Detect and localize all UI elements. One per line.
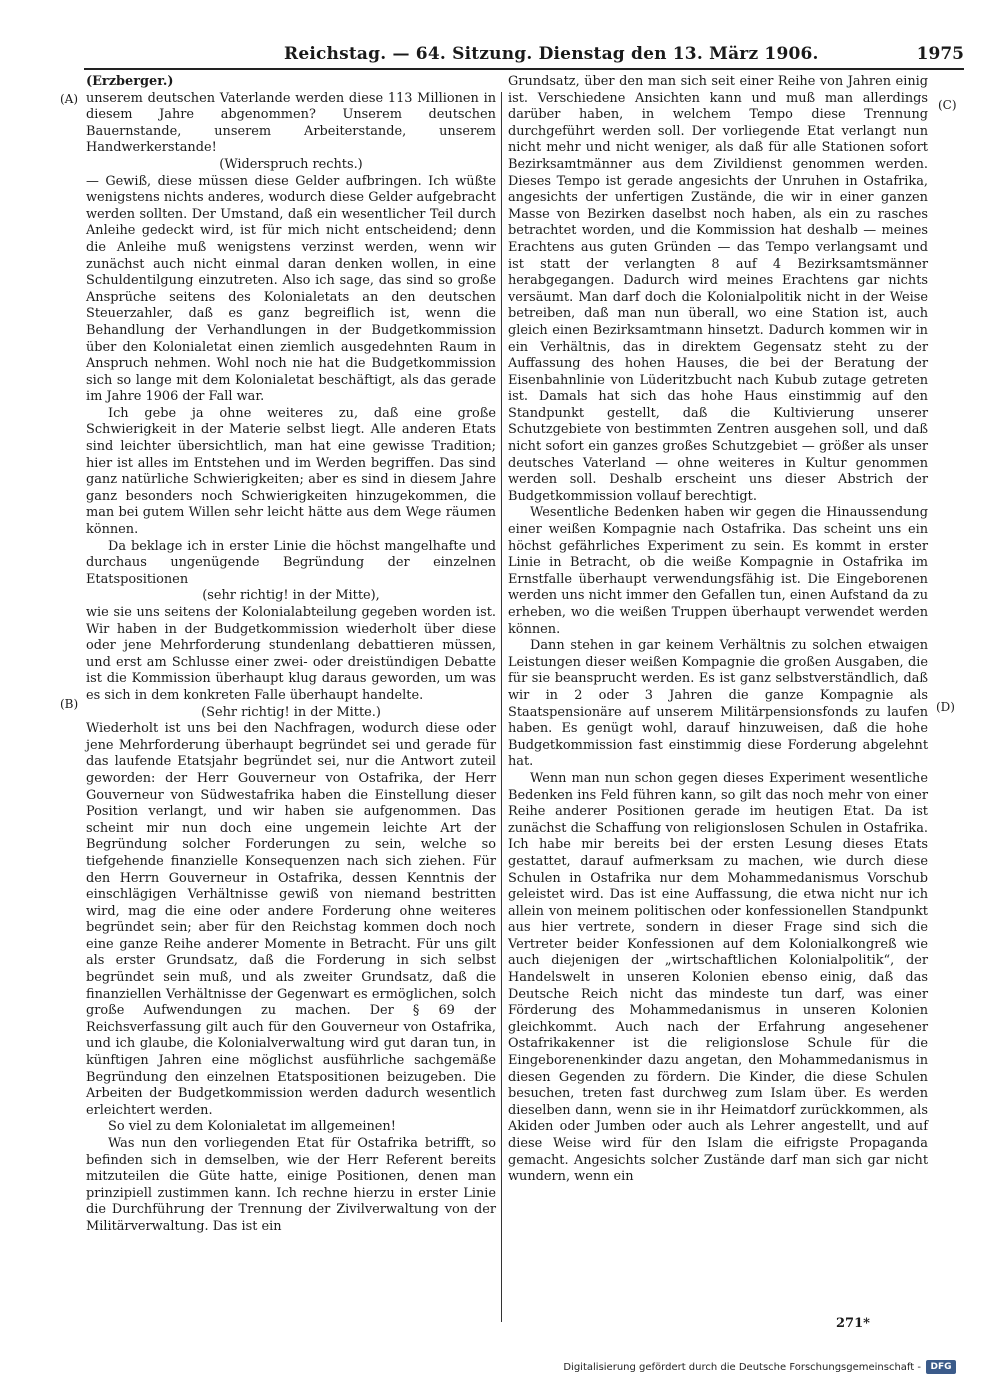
paragraph: Wiederholt ist uns bei den Nachfragen, wodurch diese oder jene Mehrforderung überhaupt begründet sei und gerade für das laufende Etatsjahr begründet sei, nur die Antwort zuteil geworden: der Herr Gouverneur von Ostafrika, der Herr Gouverneur von Südwestafrika haben die Einstellung dieser Position verlangt, und wir haben sie aufgenommen. Das scheint mir nun doch eine ungemein leichte Art der Begründung solcher Forderungen zu sein, welche so tiefgehende finanzielle Konsequenzen nach sich ziehen. Für den Herrn Gouverneur in Ostafrika, dessen Kenntnis der einschlägigen Verhältnisse gewiß von niemand bestritten wird, mag die eine oder andere Forderung ohne weiteres begründet sein; aber für den Reichstag kommen doch noch eine ganze Reihe anderer Momente in Betracht. Für uns gilt als erster Grundsatz, daß die Forderung in sich selbst begründet sein muß, und als zweiter Grundsatz, daß die finanziellen Verhältnisse der Gegenwart es ermöglichen, solch große Aufwendungen zu machen. Der § 69 der Reichsverfassung gilt auch für den Gouverneur von Ostafrika, und ich glaube, die Kolonialverwaltung wird gut daran tun, in künftigen Jahren eine möglichst ausführliche sachgemäße Begründung den einzelnen Etatspositionen beizugeben. Die Arbeiten der Budgetkommission werden dadurch wesentlich erleichtert werden. (86, 721, 496, 1118)
paragraph: Was nun den vorliegenden Etat für Ostafrika betrifft, so befinden sich in demselben, wie der Herr Referent bereits mitzuteilen die Güte hatte, einige Positionen, denen man prinzipiell zustimmen kann. Ich rechne hierzu in erster Linie die Durchführung der Trennung der Zivilverwaltung von der Militärverwaltung. Das ist ein (86, 1136, 496, 1234)
digitization-credit (563, 1360, 956, 1374)
paragraph: Dann stehen in gar keinem Verhältnis zu solchen etwaigen Leistungen dieser weißen Kompagnie die großen Ausgaben, die für sie beansprucht werden. Es ist ganz selbstverständlich, daß wir in 2 oder 3 Jahren die ganze Kompagnie als Staatspensionäre auf unserem Militärpensionsfonds zu laufen haben. Es genügt wohl, darauf hinzuweisen, daß die hohe Budgetkommission fast einstimmig diese Forderung abgelehnt hat. (508, 638, 928, 770)
paragraph: wie sie uns seitens der Kolonialabteilung gegeben worden ist. Wir haben in der Budgetkommission wiederholt über diese oder jene Mehrforderung stundenlang debattieren müssen, und erst am Schlusse einer zwei- oder dreistündigen Debatte ist die Kommission überhaupt klug daraus geworden, um was es sich in dem konkreten Falle überhaupt handelte. (86, 605, 496, 703)
left-column (86, 74, 496, 1236)
margin-marker-d: (D) (936, 700, 955, 714)
header-title: Reichstag. — 64. Sitzung. Dienstag den 13. März 1906. (284, 44, 819, 64)
paragraph: Da beklage ich in erster Linie die höchst mangelhafte und durchaus ungenügende Begründung der einzelnen Etatspositionen (86, 538, 496, 587)
sheet-number: 271* (836, 1316, 870, 1331)
paragraph: Wenn man nun schon gegen dieses Experiment wesentliche Bedenken ins Feld führen kann, so gilt das noch mehr von einer Reihe anderer Positionen gerade im heutigen Etat. Da ist zunächst die Schaffung von religionslosen Schulen in Ostafrika. Ich habe mir bereits bei der ersten Lesung dieses Etats gestattet, darauf aufmerksam zu machen, wie durch diese Schulen in Ostafrika nur dem Mohammedanismus Vorschub geleistet wird. Das ist eine Auffassung, die etwa nicht nur ich allein von meinem politischen oder konfessionellen Standpunkt aus hier vertrete, sondern in dieser Frage sind sich die Vertreter beider Konfessionen auf dem Kolonialkongreß wie auch diejenigen der „wirtschaftlichen Kolonialpolitik“, der Handelswelt in unseren Kolonien ebenso einig, daß das Deutsche Reich nicht das mindeste tun darf, was einer Förderung des Mohammedanismus in unseren Kolonien gleichkommt. Auch nach der Erfahrung angesehener Ostafrikakenner ist die religionslose Schule für die Eingeborenenkinder dazu angetan, den Mohammedanismus in diesen Gegenden zu fördern. Die Kinder, die diese Schulen besuchen, treten fast durchweg zum Islam über. Es werden dieselben dann, wenn sie in ihr Heimatdorf zurückkommen, als Akiden oder Jumben oder auch als Lehrer angestellt, und auf diese Weise wird für den Islam die eifrigste Propaganda gemacht. Angesichts solcher Zustände darf man sich gar nicht wundern, wenn ein (508, 770, 928, 1185)
interjection: (Sehr richtig! in der Mitte.) (201, 704, 381, 720)
interjection: (sehr richtig! in der Mitte), (202, 588, 380, 604)
paragraph: Wesentliche Bedenken haben wir gegen die Hinaussendung einer weißen Kompagnie nach Ostafrika. Das scheint uns ein höchst gefährliches Experiment zu sein. Es kommt in erster Linie in Betracht, ob die weiße Kompagnie in Ostafrika im Ernstfalle überhaupt verwendungsfähig ist. Die Eingeborenen werden uns nicht immer den Gefallen tun, einen Aufstand da zu erheben, wo die weißen Truppen überhaupt verwendet werden können. (508, 505, 928, 637)
dfg-logo-icon: DFG (926, 1360, 956, 1374)
margin-marker-c: (C) (938, 98, 957, 112)
speaker-name: (Erzberger.) (86, 74, 174, 89)
credit-text: Digitalisierung gefördert durch die Deutsche Forschungsgemeinschaft - (563, 1361, 921, 1373)
margin-marker-a: (A) (60, 92, 79, 106)
running-header (84, 42, 964, 68)
right-column (508, 74, 928, 1186)
paragraph: — Gewiß, diese müssen diese Gelder aufbringen. Ich wüßte wenigstens nichts anderes, wodurch diese Gelder aufgebracht werden sollten. Der Umstand, daß ein wesentlicher Teil durch Anleihe gedeckt wird, ist für mich nicht entscheidend; denn die Anleihe muß wenigstens verzinst werden, wenn wir zunächst auch nicht einmal daran denken wollen, in eine Schuldentilgung einzutreten. Also ich sage, das sind so große Ansprüche seitens des Kolonialetats an den deutschen Steuerzahler, daß es ganz begreiflich ist, wenn die Behandlung der Verhandlungen in der Budgetkommission über den Kolonialetat einen ziemlich ausgedehnten Raum in Anspruch nehmen. Wohl noch nie hat die Budgetkommission sich so lange mit dem Kolonialetat beschäftigt, als das gerade im Jahre 1906 der Fall war. (86, 173, 496, 405)
column-divider (501, 92, 502, 1322)
page-number: 1975 (916, 44, 964, 64)
paragraph: So viel zu dem Kolonialetat im allgemeinen! (108, 1119, 396, 1135)
margin-marker-b: (B) (60, 697, 79, 711)
header-rule (84, 68, 964, 70)
interjection: (Widerspruch rechts.) (219, 156, 363, 172)
paragraph: Ich gebe ja ohne weiteres zu, daß eine große Schwierigkeit in der Materie selbst liegt. Alle anderen Etats sind leichter übersichtlich, man hat eine gewisse Tradition; hier ist alles im Entstehen und im Werden begriffen. Das sind ganz natürliche Schwierigkeiten; aber es sind in diesem Jahre ganz besonders noch Schwierigkeiten hinzugekommen, die man bei gutem Willen sehr leicht hätte aus dem Wege räumen können. (86, 405, 496, 538)
paragraph: unserem deutschen Vaterlande werden diese 113 Millionen in diesem Jahre abgenommen? Unserem deutschen Bauernstande, unserem Arbeiterstande, unserem Handwerkerstande! (86, 90, 496, 156)
paragraph: Grundsatz, über den man sich seit einer Reihe von Jahren einig ist. Verschiedene Ansichten kann und muß man allerdings darüber haben, in welchem Tempo diese Trennung durchgeführt werden soll. Der vorliegende Etat verlangt nun nicht mehr und nicht weniger, als daß für alle Stationen sofort Bezirksamtmänner aus dem Zivildienst genommen werden. Dieses Tempo ist gerade angesichts der Unruhen in Ostafrika, angesichts der unfertigen Zustände, die wir in einer ganzen Masse von Bezirken daselbst noch haben, als ein zu rasches betrachtet worden, und die Kommission hat deshalb — meines Erachtens aus guten Gründen — das Tempo verlangsamt und ist statt der verlangten 8 auf 4 Bezirksamtsmänner herabgegangen. Dadurch wird meines Erachtens gar nichts versäumt. Man darf doch die Kolonialpolitik nicht in der Weise betreiben, daß man nun überall, wo eine Station ist, auch gleich einen Bezirksamtmann hinsetzt. Dadurch kommen wir in ein Verhältnis, das in direktem Gegensatz steht zu der Auffassung des hohen Hauses, die bei der Beratung der Eisenbahnlinie von Lüderitzbucht nach Kubub zutage getreten ist. Damals hat sich das hohe Haus einstimmig auf den Standpunkt gestellt, daß die Kultivierung unserer Schutzgebiete von bestimmten Zentren ausgehen soll, und daß nicht sofort ein ganzes großes Schutzgebiet — größer als unser deutsches Vaterland — ohne weiteres in Kultur genommen werden soll. Deshalb erscheint uns dieser Abstrich der Budgetkommission vollauf berechtigt. (508, 74, 928, 504)
